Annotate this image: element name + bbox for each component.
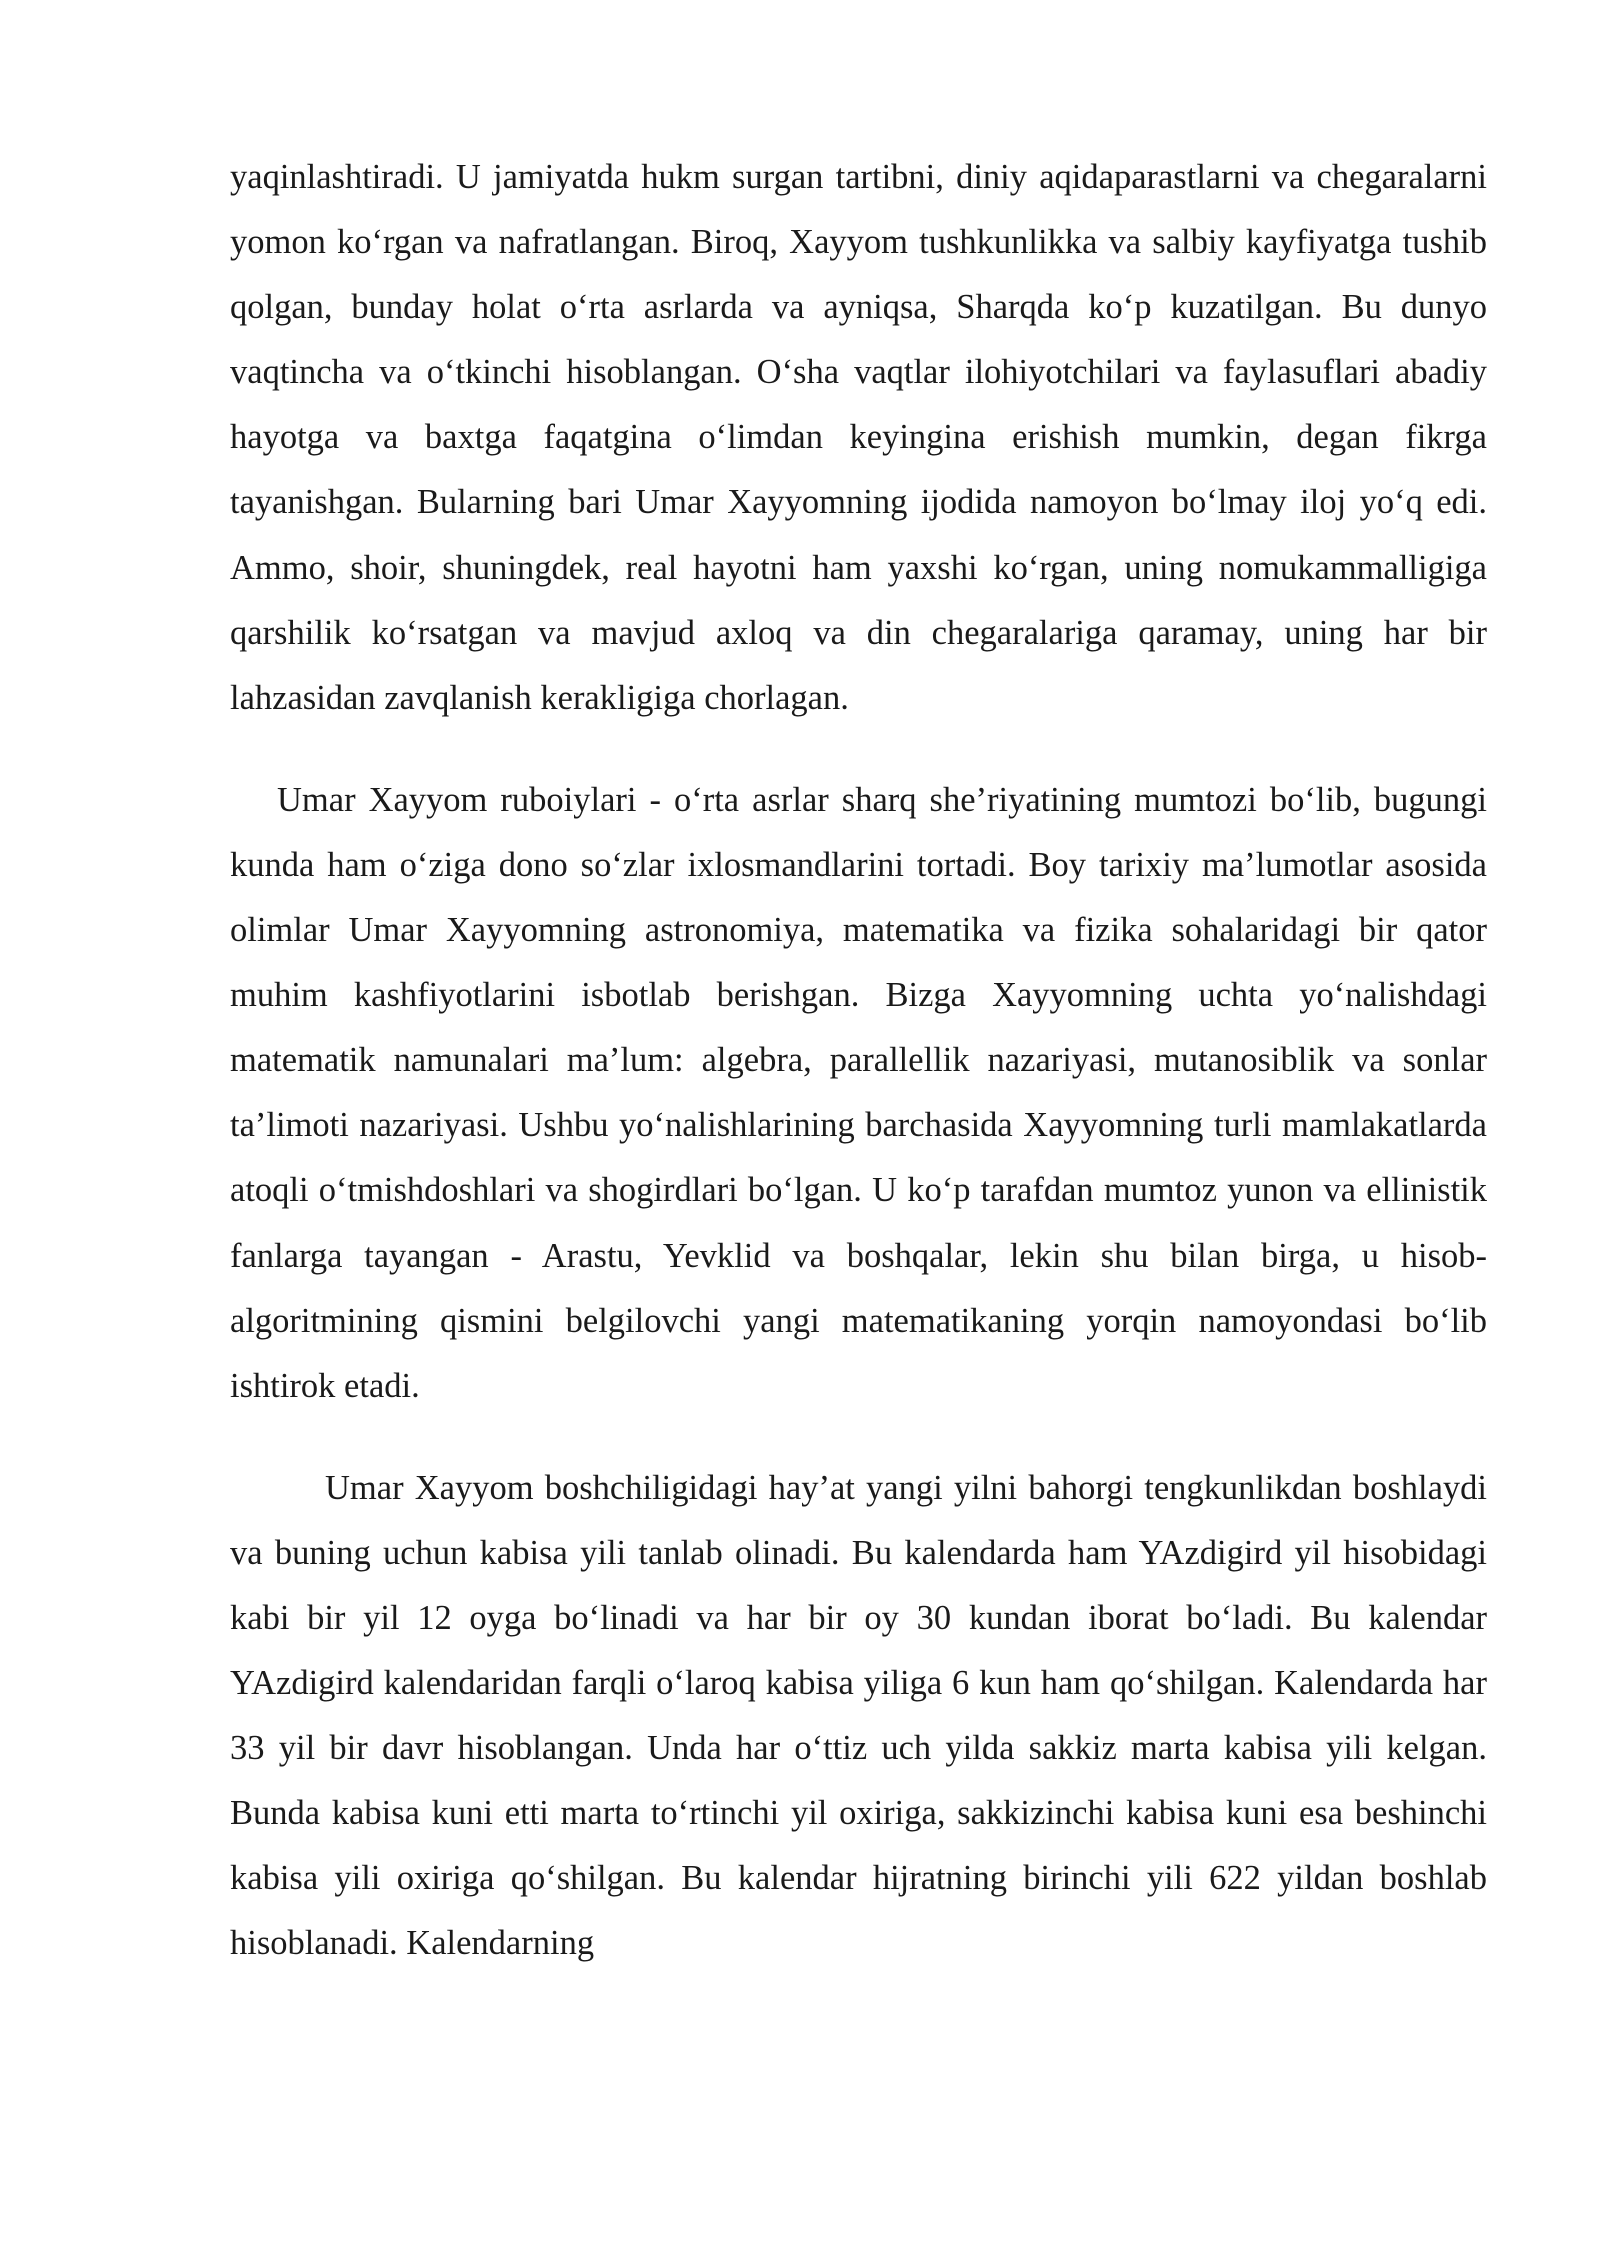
paragraph-1: yaqinlashtiradi. U jamiyatda hukm surgan tartibni, diniy aqidaparastlarni va chegaralarni yomon ko‘rgan va nafratlangan. Biroq, Xayyom tushkunlikka va salbiy kayfiyatga tushib qolgan, bunday holat o‘rta asrlarda va ayniqsa, Sharqda ko‘p kuzatilgan. Bu dunyo vaqtincha va o‘tkinchi hisoblangan. O‘sha vaqtlar ilohiyotchilari va faylasuflari abadiy hayotga va baxtga faqatgina o‘limdan keyingina erishish mumkin, degan fikrga tayanishgan. Bularning bari Umar Xayyomning ijodida namoyon bo‘lmay iloj yo‘q edi. Ammo, shoir, shuningdek, real hayotni ham yaxshi ko‘rgan, uning nomukammalligiga qarshilik ko‘rsatgan va mavjud axloq va din chegaralariga qaramay, uning har bir lahzasidan zavqlanish kerakligiga chorlagan. (230, 158, 1487, 717)
document-body (230, 145, 1487, 1977)
paragraph-2: Umar Xayyom ruboiylari - o‘rta asrlar sharq she’riyatining mumtozi bo‘lib, bugungi kunda ham o‘ziga dono so‘zlar ixlosmandlarini tortadi. Boy tarixiy ma’lumotlar asosida olimlar Umar Xayyomning astronomiya, matematika va fizika sohalaridagi bir qator muhim kashfiyotlarini isbotlab berishgan. Bizga Xayyomning uchta yo‘nalishdagi matematik namunalari ma’lum: algebra, parallellik nazariyasi, mutanosiblik va sonlar ta’limoti nazariyasi. Ushbu yo‘nalishlarining barchasida Xayyomning turli mamlakatlarda atoqli o‘tmishdoshlari va shogirdlari bo‘lgan. U ko‘p tarafdan mumtoz yunon va ellinistik fanlarga tayangan - Arastu, Yevklid va boshqalar, lekin shu bilan birga, u hisob-algoritmining qismini belgilovchi yangi matematikaning yorqin namoyondasi bo‘lib ishtirok etadi. (230, 780, 1487, 1405)
paragraph-3: Umar Xayyom boshchiligidagi hay’at yangi yilni bahorgi tengkunlikdan boshlaydi va buning uchun kabisa yili tanlab olinadi. Bu kalendarda ham YAzdigird yil hisobidagi kabi bir yil 12 oyga bo‘linadi va har bir oy 30 kundan iborat bo‘ladi. Bu kalendar YAzdigird kalendaridan farqli o‘laroq kabisa yiliga 6 kun ham qo‘shilgan. Kalendarda har 33 yil bir davr hisoblangan. Unda har o‘ttiz uch yilda sakkiz marta kabisa yili kelgan. Bunda kabisa kuni etti marta to‘rtinchi yil oxiriga, sakkizinchi kabisa kuni esa beshinchi kabisa yili oxiriga qo‘shilgan. Bu kalendar hijratning birinchi yili 622 yildan boshlab hisoblanadi. Kalendarning (230, 1468, 1487, 1963)
